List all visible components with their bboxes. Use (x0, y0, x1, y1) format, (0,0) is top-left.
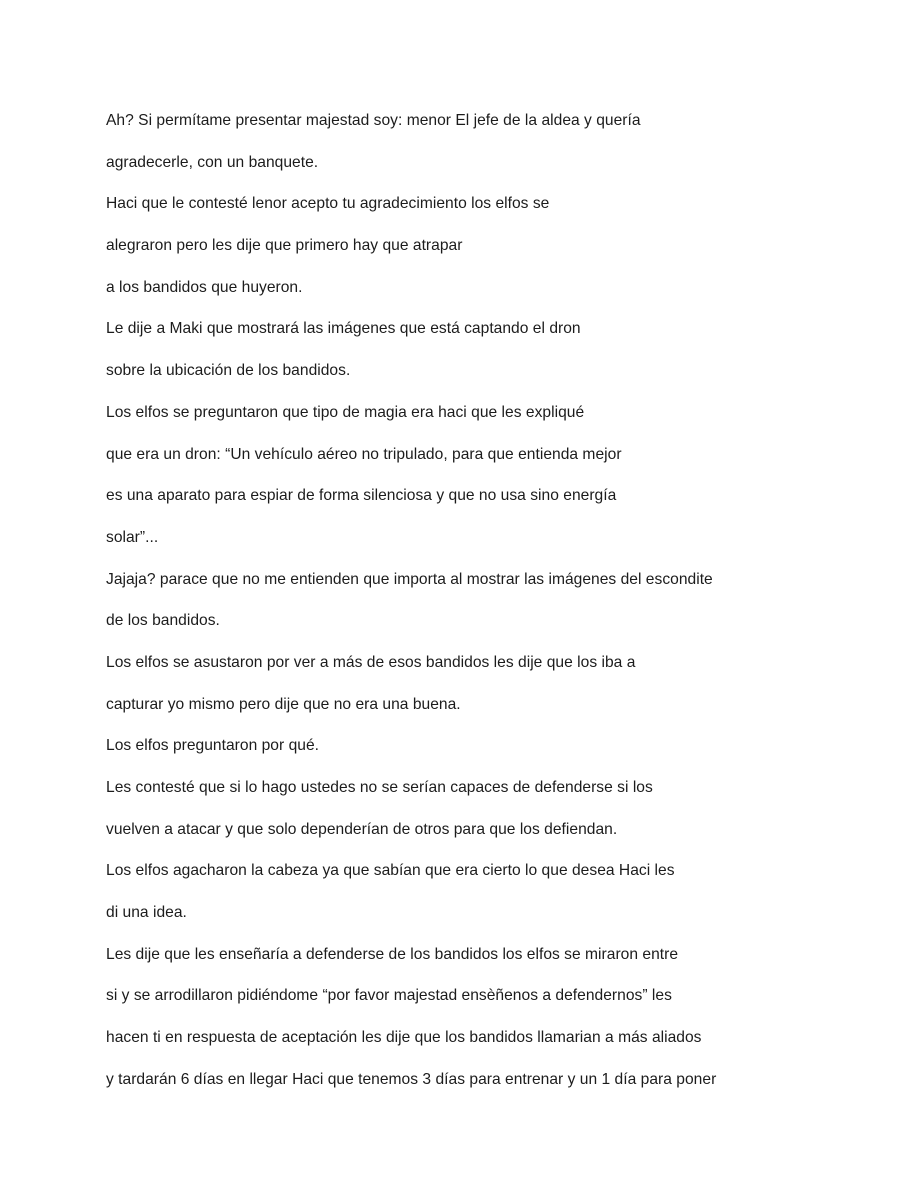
text-line: es una aparato para espiar de forma silenciosa y que no usa sino energía (106, 487, 617, 505)
document-text-body (106, 109, 866, 1110)
text-line: di una idea. (106, 904, 187, 922)
text-line: Los elfos se preguntaron que tipo de magia era haci que les expliqué (106, 403, 585, 421)
text-line: Los elfos se asustaron por ver a más de esos bandidos les dije que los iba a (106, 653, 636, 671)
text-line: Haci que le contesté lenor acepto tu agradecimiento los elfos se (106, 195, 550, 213)
text-line: solar”... (106, 528, 159, 546)
text-line: vuelven a atacar y que solo dependerían de otros para que los defiendan. (106, 820, 618, 838)
text-line: hacen ti en respuesta de aceptación les dije que los bandidos llamarian a más aliados (106, 1029, 702, 1047)
text-line: de los bandidos. (106, 612, 220, 630)
text-line: Les contesté que si lo hago ustedes no se serían capaces de defenderse si los (106, 779, 653, 796)
text-line: que era un dron: “Un vehículo aéreo no tripulado, para que entienda mejor (106, 445, 622, 463)
text-line: Jajaja? parace que no me entienden que importa al mostrar las imágenes del escondite (106, 570, 713, 588)
text-line: Les dije que les enseñaría a defenderse de los bandidos los elfos se miraron entre (106, 945, 679, 963)
text-line: y tardarán 6 días en llegar Haci que tenemos 3 días para entrenar y un 1 día para poner (106, 1070, 717, 1088)
text-line: agradecerle, con un banquete. (106, 153, 319, 171)
text-line: Le dije a Maki que mostrará las imágenes que está captando el dron (106, 320, 581, 338)
text-line: Los elfos preguntaron por qué. (106, 737, 319, 755)
text-line: sobre la ubicación de los bandidos. (106, 362, 351, 380)
text-line: a los bandidos que huyeron. (106, 278, 303, 296)
text-line: alegraron pero les dije que primero hay que atrapar (106, 237, 463, 255)
text-line: Ah? Si permítame presentar majestad soy: menor El jefe de la aldea y quería (106, 112, 641, 129)
text-line: capturar yo mismo pero dije que no era una buena. (106, 695, 461, 713)
text-line: Los elfos agacharon la cabeza ya que sabían que era cierto lo que desea Haci les (106, 862, 675, 880)
text-line: si y se arrodillaron pidiéndome “por favor majestad ensèñenos a defendernos” les (106, 987, 672, 1005)
